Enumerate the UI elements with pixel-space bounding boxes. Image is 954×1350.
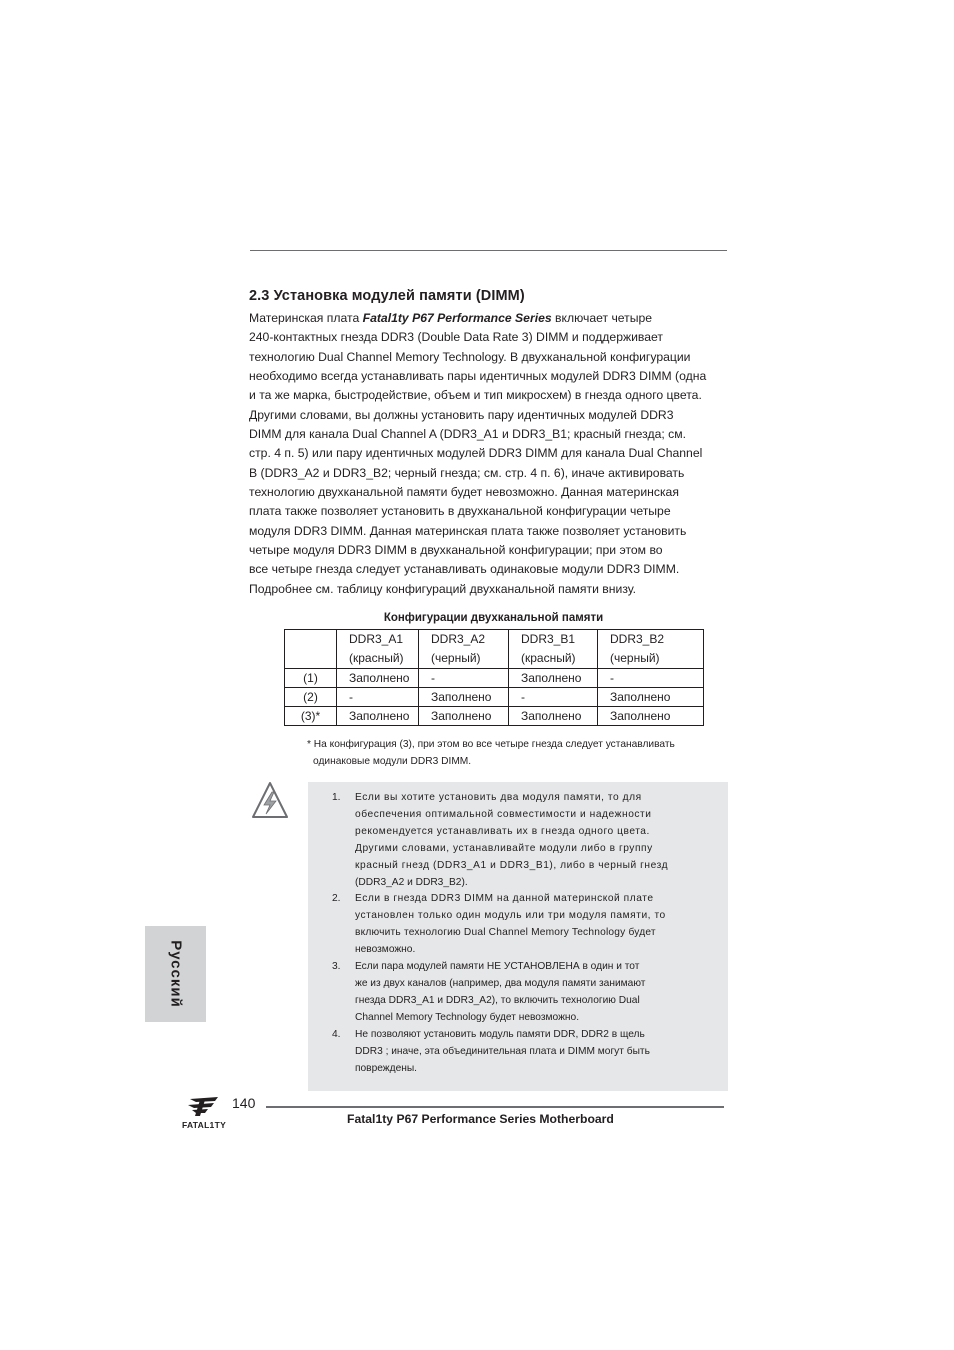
- body-line: и та же марка, быстродействие, объем и тип микросхем) в гнезда одного цвета.: [249, 388, 702, 403]
- table-cell: Заполнено: [419, 707, 509, 726]
- body-line: технологию двухканальной памяти будет невозможно. Данная материнская: [249, 485, 679, 500]
- note-line: красный гнезд (DDR3_A1 и DDR3_B1), либо в черный гнезд: [355, 859, 669, 871]
- dual-channel-config-table: [284, 629, 704, 726]
- section-title: 2.3 Установка модулей памяти (DIMM): [249, 288, 525, 304]
- table-cell: -: [337, 688, 419, 707]
- note-line: Если вы хотите установить два модуля памяти, то для: [355, 792, 642, 803]
- notes-list: [328, 790, 698, 1077]
- slot-color: (красный): [521, 651, 576, 665]
- footer-rule: [266, 1106, 724, 1108]
- slot-name: DDR3_A1: [349, 632, 404, 646]
- note-number: 1.: [332, 792, 341, 803]
- body-line: Другими словами, вы должны установить пару идентичных модулей DDR3: [249, 407, 674, 422]
- note-line: Другими словами, устанавливайте модули либо в группу: [355, 842, 653, 854]
- table-row: [285, 707, 704, 726]
- table-cell: -: [419, 669, 509, 688]
- table-header-cell: [337, 630, 419, 669]
- note-line: установлен только один модуль или три модуля памяти, то: [355, 910, 666, 922]
- table-row: [285, 669, 704, 688]
- note-line: (DDR3_A2 и DDR3_B2).: [355, 876, 468, 888]
- config-label: (3)*: [285, 707, 337, 726]
- slot-name: DDR3_A2: [431, 632, 486, 646]
- body-line: плата также позволяет установить в двухканальной конфигурации четыре: [249, 504, 671, 519]
- body-line: все четыре гнезда следует устанавливать одинаковые модули DDR3 DIMM.: [249, 562, 680, 577]
- body-line: DIMM для канала Dual Channel A (DDR3_A1 и DDR3_B1; красный гнезда; см.: [249, 427, 686, 442]
- note-line: Если пара модулей памяти НЕ УСТАНОВЛЕНА в один и тот: [355, 961, 640, 973]
- note-number: 3.: [332, 961, 341, 973]
- list-item: [328, 790, 698, 891]
- section-body: [249, 309, 731, 599]
- list-item: [328, 959, 698, 1027]
- body-line: Подробнее см. таблицу конфигураций двухканальной памяти внизу.: [249, 581, 637, 596]
- slot-name: DDR3_B1: [521, 632, 576, 646]
- note-line: невозможно.: [355, 944, 416, 956]
- table-cell: Заполнено: [598, 707, 704, 726]
- body-line: необходимо всегда устанавливать пары идентичных модулей DDR3 DIMM (одна: [249, 369, 707, 384]
- note-line: гнезда DDR3_A1 и DDR3_A2), то включить технологию Dual: [355, 994, 640, 1006]
- language-side-tab: [145, 926, 206, 1022]
- note-line: включить технологию Dual Channel Memory Technology будет: [355, 927, 656, 939]
- list-item: [328, 1027, 698, 1078]
- note-line: Не позволяют установить модуль памяти DDR, DDR2 в щель: [355, 1028, 645, 1040]
- note-line: рекомендуется устанавливать их в гнезда одного цвета.: [355, 825, 650, 837]
- slot-name: DDR3_B2: [610, 632, 665, 646]
- note-line: повреждены.: [355, 1062, 418, 1074]
- table-header-cell: [509, 630, 598, 669]
- footnote-line: одинаковые модули DDR3 DIMM.: [313, 756, 472, 767]
- header-rule: [250, 250, 727, 251]
- table-header-cell: [598, 630, 704, 669]
- table-header-cell: [419, 630, 509, 669]
- table-footnote: [307, 736, 737, 770]
- config-label: (1): [285, 669, 337, 688]
- logo-text: FATAL1TY: [181, 1120, 227, 1130]
- note-line: же из двух каналов (например, два модуля памяти занимают: [355, 977, 646, 989]
- list-item: [328, 891, 698, 959]
- body-text-run: включает четыре: [551, 311, 653, 325]
- table-cell: Заполнено: [337, 707, 419, 726]
- slot-color: (красный): [349, 651, 404, 665]
- note-number: 2.: [332, 893, 341, 905]
- table-cell: Заполнено: [509, 669, 598, 688]
- footer-title: Fatal1ty P67 Performance Series Motherboard: [347, 1112, 614, 1126]
- config-label: (2): [285, 688, 337, 707]
- table-header-row: [285, 630, 704, 669]
- body-line: 240-контактных гнезда DDR3 (Double Data Rate 3) DIMM и поддерживает: [249, 330, 664, 345]
- body-line: модуля DDR3 DIMM. Данная материнская плата также позволяет установить: [249, 523, 687, 538]
- table-corner-cell: [285, 630, 337, 669]
- table-row: [285, 688, 704, 707]
- table-cell: -: [598, 669, 704, 688]
- language-label: Русский: [167, 940, 184, 1008]
- page-number: 140: [232, 1095, 256, 1111]
- table-caption: Конфигурации двухканальной памяти: [383, 612, 604, 624]
- note-number: 4.: [332, 1028, 341, 1040]
- note-line: Channel Memory Technology будет невозможно.: [355, 1011, 580, 1023]
- table-cell: Заполнено: [509, 707, 598, 726]
- body-line: четыре модуля DDR3 DIMM в двухканальной конфигурации; при этом во: [249, 543, 663, 558]
- note-line: Если в гнезда DDR3 DIMM на данной материнской плате: [355, 893, 654, 905]
- body-line: [249, 309, 731, 328]
- slot-color: (черный): [610, 651, 660, 665]
- table-cell: Заполнено: [337, 669, 419, 688]
- table-cell: -: [509, 688, 598, 707]
- table-cell: Заполнено: [419, 688, 509, 707]
- body-line: B (DDR3_A2 и DDR3_B2; черный гнезда; см. стр. 4 п. 6), иначе активировать: [249, 465, 685, 480]
- footnote-line: * На конфигурация (3), при этом во все четыре гнезда следует устанавливать: [307, 739, 675, 750]
- body-line: технологию Dual Channel Memory Technology. В двухканальной конфигурации: [249, 349, 691, 364]
- slot-color: (черный): [431, 651, 481, 665]
- body-text-run: Материнская плата: [249, 311, 363, 325]
- note-line: обеспечения оптимальной совместимости и надежности: [355, 808, 652, 820]
- table-cell: Заполнено: [598, 688, 704, 707]
- product-name: Fatal1ty P67 Performance Series: [362, 311, 552, 325]
- warning-triangle-icon: [250, 780, 290, 820]
- body-line: стр. 4 п. 5) или пару идентичных модулей DDR3 DIMM для канала Dual Channel: [249, 446, 703, 461]
- fatal1ty-logo: [178, 1094, 230, 1134]
- note-line: DDR3 ; иначе, эта объединительная плата и DIMM могут быть: [355, 1045, 650, 1057]
